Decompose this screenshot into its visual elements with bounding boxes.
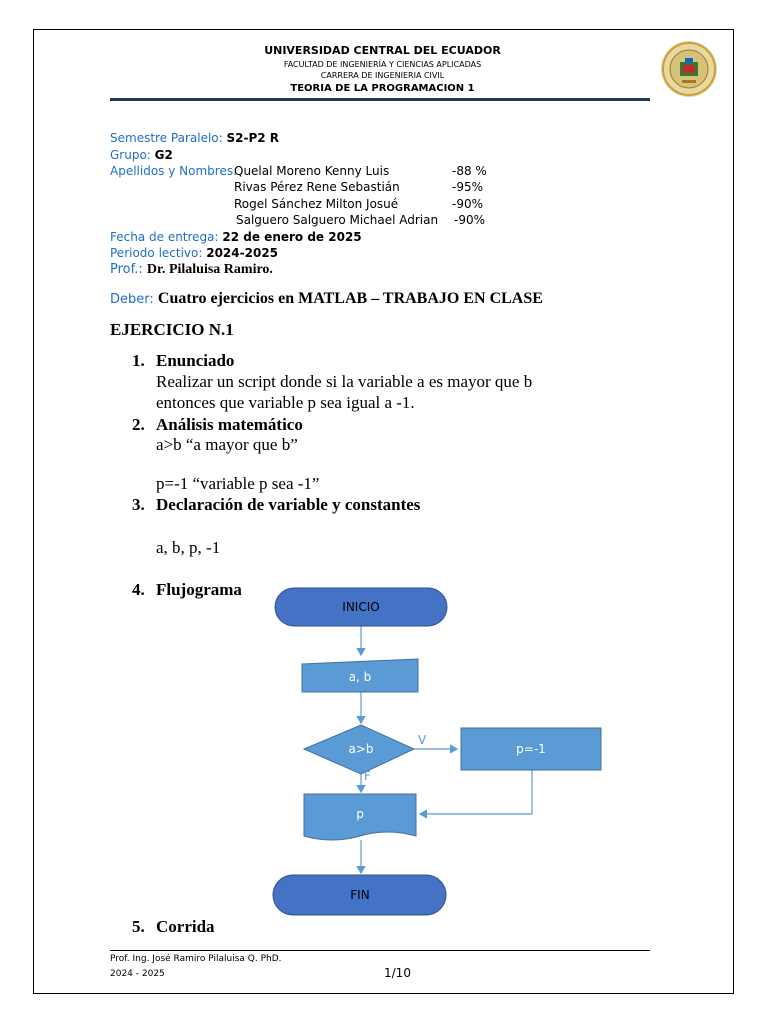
section-title-declaration: Declaración de variable y constantes bbox=[156, 495, 421, 514]
assignment-line bbox=[110, 290, 543, 308]
declaration-text: a, b, p, -1 bbox=[156, 538, 221, 557]
names-label: Apellidos y Nombres: bbox=[110, 164, 238, 178]
section-title-statement: Enunciado bbox=[156, 351, 235, 370]
course-name: TEORIA DE LA PROGRAMACION 1 bbox=[290, 83, 475, 94]
group-line bbox=[110, 148, 173, 163]
semester-line bbox=[110, 131, 279, 146]
career-name: CARRERA DE INGENIERIA CIVIL bbox=[320, 71, 445, 80]
member-score: -95% bbox=[452, 180, 484, 194]
analysis-line: a>b “a mayor que b” bbox=[156, 435, 298, 454]
faculty-name: FACULTAD DE INGENIERÍA Y CIENCIAS APLICADAS bbox=[283, 60, 482, 69]
member-name: Salguero Salguero Michael Adrian bbox=[236, 213, 439, 227]
university-name: UNIVERSIDAD CENTRAL DEL ECUADOR bbox=[264, 44, 501, 57]
section-title-run: Corrida bbox=[156, 917, 215, 936]
prof-value: Dr. Pilaluisa Ramiro. bbox=[146, 262, 273, 277]
section-number: 3. bbox=[132, 495, 145, 514]
footer-year: 2024 - 2025 bbox=[110, 969, 165, 979]
assignment-label: Deber: bbox=[110, 292, 158, 307]
period-label: Periodo lectivo: bbox=[110, 246, 207, 260]
flow-end-label: FIN bbox=[350, 888, 370, 902]
section-title-analysis: Análisis matemático bbox=[156, 415, 303, 434]
member-score: -90% bbox=[454, 213, 486, 227]
statement-line: Realizar un script donde si la variable a es mayor que b bbox=[156, 372, 533, 391]
assignment-title: Cuatro ejercicios en MATLAB – TRABAJO EN CLASE bbox=[157, 290, 543, 307]
section-number: 1. bbox=[132, 351, 145, 370]
prof-line bbox=[110, 262, 273, 277]
flow-arrow bbox=[420, 770, 532, 814]
flow-input-label: a, b bbox=[348, 670, 372, 684]
footer-author: Prof. Ing. José Ramiro Pilaluisa Q. PhD. bbox=[110, 954, 282, 964]
semester-value: S2-P2 R bbox=[226, 131, 280, 145]
analysis-line: p=-1 “variable p sea -1” bbox=[156, 474, 320, 493]
flow-decision-label: a>b bbox=[348, 742, 374, 756]
member-score: -90% bbox=[452, 197, 484, 211]
flow-true-label: V bbox=[418, 733, 427, 747]
header-rule bbox=[110, 98, 650, 101]
date-label: Fecha de entrega: bbox=[110, 230, 223, 244]
date-value: 22 de enero de 2025 bbox=[222, 230, 362, 244]
statement-line: entonces que variable p sea igual a -1. bbox=[156, 393, 415, 412]
period-value: 2024-2025 bbox=[206, 246, 279, 260]
section-title-flowchart: Flujograma bbox=[156, 580, 242, 599]
group-label: Grupo: bbox=[110, 148, 155, 162]
date-line bbox=[110, 230, 362, 245]
period-line bbox=[110, 246, 278, 261]
section-number: 4. bbox=[132, 580, 145, 599]
flow-false-label: F bbox=[364, 769, 371, 783]
member-name: Rivas Pérez Rene Sebastián bbox=[234, 180, 400, 194]
semester-label: Semestre Paralelo: bbox=[110, 131, 227, 145]
footer-rule bbox=[110, 950, 650, 951]
group-value: G2 bbox=[154, 148, 173, 162]
section-number: 2. bbox=[132, 415, 145, 434]
member-name: Rogel Sánchez Milton Josué bbox=[234, 197, 399, 211]
member-name: Quelal Moreno Kenny Luis bbox=[234, 164, 390, 178]
flow-start-label: INICIO bbox=[342, 600, 380, 614]
member-score: -88 % bbox=[452, 164, 487, 178]
names-line bbox=[110, 164, 237, 179]
flowchart bbox=[260, 580, 620, 920]
page-number: 1/10 bbox=[384, 966, 411, 980]
exercise-title: EJERCICIO N.1 bbox=[110, 320, 234, 339]
university-seal-logo bbox=[660, 40, 718, 98]
flow-output-label: p bbox=[356, 807, 364, 821]
section-number: 5. bbox=[132, 917, 145, 936]
flow-process-label: p=-1 bbox=[516, 742, 546, 756]
prof-label: Prof.: bbox=[110, 262, 147, 277]
